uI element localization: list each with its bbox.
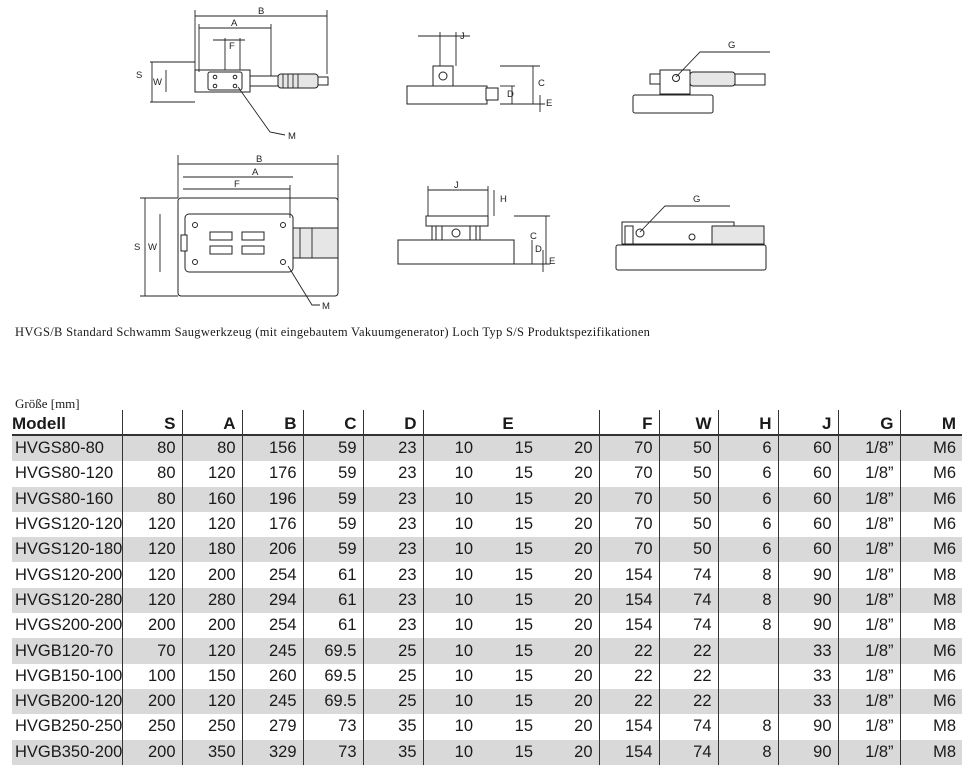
cell-E-3: 20 bbox=[539, 537, 599, 562]
sponge-base-large bbox=[398, 240, 514, 264]
cell-M: M8 bbox=[933, 616, 957, 635]
cell-W: 74 bbox=[659, 613, 718, 638]
svg-text:D: D bbox=[535, 244, 542, 255]
svg-text:H: H bbox=[500, 194, 507, 205]
cell-M: M6 bbox=[900, 487, 962, 512]
cell-E-3: 20 bbox=[539, 689, 599, 714]
table-row bbox=[12, 537, 962, 562]
table-row bbox=[12, 562, 962, 587]
cell-J: 90 bbox=[778, 613, 838, 638]
column-header-W: W bbox=[659, 410, 718, 435]
drawing-top-view-small bbox=[136, 6, 328, 142]
cell-A: 120 bbox=[182, 512, 242, 537]
svg-text:S: S bbox=[136, 70, 143, 81]
cell-G: 1/8” bbox=[838, 487, 900, 512]
cell-J: 60 bbox=[778, 512, 838, 537]
cell-E-3: 20 bbox=[539, 714, 599, 739]
cell-J: 60 bbox=[778, 461, 838, 486]
cell-M: M8 bbox=[900, 740, 962, 765]
cell-B: 254 bbox=[242, 562, 303, 587]
table-row bbox=[12, 461, 962, 486]
table-row bbox=[12, 487, 962, 512]
cell-model: HVGS80-80 bbox=[12, 435, 122, 461]
column-header-C: C bbox=[303, 410, 363, 435]
cell-C: 59 bbox=[303, 435, 363, 461]
cell-H bbox=[718, 689, 778, 714]
svg-text:M: M bbox=[322, 301, 330, 312]
cell-M: M6 bbox=[933, 515, 957, 534]
cell-E-2: 15 bbox=[514, 565, 533, 584]
cell-E-2: 15 bbox=[479, 689, 539, 714]
cell-A: 120 bbox=[182, 689, 242, 714]
technical-drawings bbox=[0, 0, 945, 320]
column-header-D: D bbox=[363, 410, 423, 435]
column-header-J: J bbox=[778, 410, 838, 435]
cell-J: 60 bbox=[778, 435, 838, 461]
cell-H: 6 bbox=[718, 461, 778, 486]
dimension-drawings-svg bbox=[0, 0, 945, 320]
drawing-side-view-large bbox=[398, 180, 555, 272]
cell-E-2: 15 bbox=[514, 666, 533, 685]
table-row bbox=[12, 638, 962, 663]
cell-H: 6 bbox=[718, 487, 778, 512]
cell-B: 176 bbox=[242, 461, 303, 486]
cell-model: HVGS120-200 bbox=[12, 562, 122, 587]
cell-B: 156 bbox=[242, 435, 303, 461]
svg-text:A: A bbox=[252, 167, 259, 178]
cell-E-3: 20 bbox=[539, 487, 599, 512]
cell-S: 120 bbox=[122, 588, 182, 613]
cell-A: 120 bbox=[182, 638, 242, 663]
drawing-top-view-large bbox=[134, 154, 338, 312]
column-header-B: B bbox=[242, 410, 303, 435]
cell-E-2: 15 bbox=[479, 435, 539, 461]
table-row bbox=[12, 588, 962, 613]
dim-label-B: B bbox=[258, 6, 265, 17]
cell-S: 120 bbox=[122, 512, 182, 537]
cell-E-3: 20 bbox=[539, 435, 599, 461]
cell-E-3: 20 bbox=[539, 613, 599, 638]
svg-text:F: F bbox=[234, 179, 240, 190]
cell-C: 59 bbox=[303, 461, 363, 486]
cell-D: 23 bbox=[363, 613, 423, 638]
cell-D: 23 bbox=[363, 588, 423, 613]
cell-G: 1/8” bbox=[838, 664, 900, 689]
cell-A: 180 bbox=[182, 537, 242, 562]
cell-F: 70 bbox=[599, 487, 659, 512]
cell-B: 196 bbox=[242, 487, 303, 512]
cell-F: 154 bbox=[599, 714, 659, 739]
column-header-A: A bbox=[182, 410, 242, 435]
cell-H: 6 bbox=[718, 435, 778, 461]
cell-S: 80 bbox=[122, 487, 182, 512]
cell-D: 23 bbox=[363, 461, 423, 486]
cell-D: 23 bbox=[363, 537, 423, 562]
column-header-H: H bbox=[718, 410, 778, 435]
cell-E-3: 20 bbox=[539, 664, 599, 689]
cell-E-2: 15 bbox=[514, 464, 533, 483]
column-header-M: M bbox=[900, 410, 962, 435]
cell-A: 120 bbox=[182, 461, 242, 486]
cell-S: 200 bbox=[122, 740, 182, 765]
cell-S: 120 bbox=[122, 537, 182, 562]
cell-W: 50 bbox=[659, 461, 718, 486]
cell-J: 90 bbox=[778, 562, 838, 587]
cell-C: 69.5 bbox=[303, 689, 363, 714]
table-row bbox=[12, 664, 962, 689]
cell-B: 245 bbox=[242, 689, 303, 714]
cell-F: 154 bbox=[599, 740, 659, 765]
svg-text:E: E bbox=[546, 98, 553, 109]
cell-A: 150 bbox=[182, 664, 242, 689]
sponge-base bbox=[407, 86, 487, 104]
svg-text:A: A bbox=[231, 18, 238, 29]
cell-C: 59 bbox=[303, 537, 363, 562]
cell-C: 73 bbox=[303, 740, 363, 765]
cell-A: 80 bbox=[182, 435, 242, 461]
spec-table-header bbox=[12, 410, 962, 435]
cell-H bbox=[718, 664, 778, 689]
table-row bbox=[12, 689, 962, 714]
svg-text:W: W bbox=[153, 77, 162, 88]
cell-W: 50 bbox=[659, 487, 718, 512]
cell-G: 1/8” bbox=[838, 562, 900, 587]
cell-F: 70 bbox=[599, 435, 659, 461]
cell-W: 50 bbox=[659, 435, 718, 461]
cell-A: 280 bbox=[182, 588, 242, 613]
cell-H bbox=[718, 638, 778, 663]
cell-M: M8 bbox=[933, 717, 957, 736]
cell-model: HVGS200-200 bbox=[12, 613, 122, 638]
cell-H: 8 bbox=[718, 740, 778, 765]
cell-D: 25 bbox=[363, 638, 423, 663]
cell-E-1: 10 bbox=[423, 638, 479, 663]
svg-text:D: D bbox=[507, 89, 514, 100]
svg-text:S: S bbox=[134, 242, 141, 253]
svg-text:G: G bbox=[693, 194, 701, 205]
cell-S: 100 bbox=[122, 664, 182, 689]
cell-E-1: 10 bbox=[423, 689, 479, 714]
cell-C: 59 bbox=[303, 487, 363, 512]
cell-E-2: 15 bbox=[479, 487, 539, 512]
cell-E-1: 10 bbox=[454, 717, 473, 736]
cell-model: HVGB150-100 bbox=[12, 664, 122, 689]
cell-F: 22 bbox=[599, 638, 659, 663]
drawing-side-view-small bbox=[407, 31, 552, 112]
cell-E-2: 15 bbox=[479, 740, 539, 765]
cell-E-1: 10 bbox=[423, 740, 479, 765]
cell-G: 1/8” bbox=[838, 714, 900, 739]
cell-H: 8 bbox=[718, 613, 778, 638]
cell-B: 206 bbox=[242, 537, 303, 562]
cell-F: 22 bbox=[599, 689, 659, 714]
cell-S: 70 bbox=[122, 638, 182, 663]
cell-G: 1/8” bbox=[838, 537, 900, 562]
cell-M: M6 bbox=[900, 537, 962, 562]
cell-E-2: 15 bbox=[514, 515, 533, 534]
spec-table-body bbox=[12, 435, 962, 765]
cell-C: 61 bbox=[303, 613, 363, 638]
table-row bbox=[12, 613, 962, 638]
cell-C: 73 bbox=[303, 714, 363, 739]
cell-F: 70 bbox=[599, 461, 659, 486]
cell-model: HVGS80-120 bbox=[12, 461, 122, 486]
cell-E-3: 20 bbox=[539, 638, 599, 663]
cell-B: 329 bbox=[242, 740, 303, 765]
table-row bbox=[12, 740, 962, 765]
cell-D: 23 bbox=[363, 562, 423, 587]
svg-text:C: C bbox=[538, 78, 545, 89]
cell-model: HVGS120-280 bbox=[12, 588, 122, 613]
cell-E-1: 10 bbox=[454, 565, 473, 584]
cell-B: 279 bbox=[242, 714, 303, 739]
cell-B: 294 bbox=[242, 588, 303, 613]
cell-J: 60 bbox=[778, 537, 838, 562]
cell-model: HVGS120-180 bbox=[12, 537, 122, 562]
svg-text:B: B bbox=[256, 154, 263, 165]
cell-F: 22 bbox=[599, 664, 659, 689]
cell-J: 90 bbox=[778, 714, 838, 739]
cell-S: 80 bbox=[122, 435, 182, 461]
cell-F: 154 bbox=[599, 613, 659, 638]
cell-D: 35 bbox=[363, 714, 423, 739]
cell-A: 350 bbox=[182, 740, 242, 765]
cell-G: 1/8” bbox=[838, 638, 900, 663]
cell-E-1: 10 bbox=[454, 616, 473, 635]
cell-M: M6 bbox=[933, 666, 957, 685]
cell-C: 61 bbox=[303, 562, 363, 587]
cell-S: 200 bbox=[122, 689, 182, 714]
cell-E-2: 15 bbox=[479, 588, 539, 613]
cell-J: 90 bbox=[778, 740, 838, 765]
cell-D: 23 bbox=[363, 487, 423, 512]
cell-M: M8 bbox=[900, 588, 962, 613]
drawing-iso-view-large bbox=[616, 194, 766, 270]
cell-W: 22 bbox=[659, 638, 718, 663]
cell-W: 50 bbox=[659, 537, 718, 562]
column-header-model: Modell bbox=[12, 410, 122, 435]
table-row bbox=[12, 435, 962, 461]
table-row bbox=[12, 714, 962, 739]
cell-S: 120 bbox=[122, 562, 182, 587]
cell-model: HVGB250-250 bbox=[12, 714, 122, 739]
drawing-iso-view-small bbox=[633, 40, 770, 113]
cell-M: M6 bbox=[900, 638, 962, 663]
table-row bbox=[12, 512, 962, 537]
cell-E-3: 20 bbox=[539, 562, 599, 587]
cell-C: 69.5 bbox=[303, 664, 363, 689]
cell-J: 33 bbox=[778, 664, 838, 689]
cell-B: 254 bbox=[242, 613, 303, 638]
cell-C: 61 bbox=[303, 588, 363, 613]
cell-E-1: 10 bbox=[454, 515, 473, 534]
cell-E-2: 15 bbox=[479, 537, 539, 562]
cell-E-1: 10 bbox=[454, 666, 473, 685]
cell-D: 25 bbox=[363, 689, 423, 714]
cell-F: 70 bbox=[599, 512, 659, 537]
column-header-G: G bbox=[838, 410, 900, 435]
svg-text:W: W bbox=[148, 242, 157, 253]
cell-H: 8 bbox=[718, 588, 778, 613]
svg-text:E: E bbox=[549, 256, 556, 267]
cell-F: 154 bbox=[599, 562, 659, 587]
cell-G: 1/8” bbox=[838, 689, 900, 714]
cell-A: 200 bbox=[182, 562, 242, 587]
svg-text:J: J bbox=[460, 31, 465, 42]
cell-F: 70 bbox=[599, 537, 659, 562]
cell-W: 22 bbox=[659, 689, 718, 714]
cell-model: HVGB120-70 bbox=[12, 638, 122, 663]
cell-G: 1/8” bbox=[838, 461, 900, 486]
cell-J: 33 bbox=[778, 689, 838, 714]
cell-W: 74 bbox=[659, 562, 718, 587]
cell-model: HVGS80-160 bbox=[12, 487, 122, 512]
cell-G: 1/8” bbox=[838, 435, 900, 461]
cell-M: M6 bbox=[900, 435, 962, 461]
cell-W: 74 bbox=[659, 740, 718, 765]
cell-J: 60 bbox=[778, 487, 838, 512]
cell-model: HVGB350-200 bbox=[12, 740, 122, 765]
cell-E-1: 10 bbox=[423, 487, 479, 512]
cell-D: 23 bbox=[363, 512, 423, 537]
cell-S: 250 bbox=[122, 714, 182, 739]
cell-H: 6 bbox=[718, 537, 778, 562]
cell-G: 1/8” bbox=[838, 512, 900, 537]
cell-S: 200 bbox=[122, 613, 182, 638]
cell-W: 50 bbox=[659, 512, 718, 537]
cell-J: 90 bbox=[778, 588, 838, 613]
cell-M: M6 bbox=[933, 464, 957, 483]
column-header-E: E bbox=[423, 410, 599, 435]
cell-W: 74 bbox=[659, 588, 718, 613]
cell-M: M6 bbox=[900, 689, 962, 714]
svg-text:F: F bbox=[229, 41, 235, 52]
cell-J: 33 bbox=[778, 638, 838, 663]
cell-W: 22 bbox=[659, 664, 718, 689]
svg-text:G: G bbox=[728, 40, 736, 51]
svg-text:M: M bbox=[288, 131, 296, 142]
cell-C: 59 bbox=[303, 512, 363, 537]
cell-D: 23 bbox=[363, 435, 423, 461]
cell-E-3: 20 bbox=[539, 461, 599, 486]
cell-H: 8 bbox=[718, 714, 778, 739]
cell-C: 69.5 bbox=[303, 638, 363, 663]
spec-caption: HVGS/B Standard Schwamm Saugwerkzeug (mit eingebautem Vakuumgenerator) Loch Typ S/S Produktspezifikationen bbox=[15, 325, 651, 339]
cell-A: 160 bbox=[182, 487, 242, 512]
cell-A: 250 bbox=[182, 714, 242, 739]
cell-H: 6 bbox=[718, 512, 778, 537]
cell-A: 200 bbox=[182, 613, 242, 638]
cell-E-3: 20 bbox=[539, 740, 599, 765]
cell-E-1: 10 bbox=[454, 464, 473, 483]
cell-S: 80 bbox=[122, 461, 182, 486]
cell-D: 35 bbox=[363, 740, 423, 765]
cell-E-3: 20 bbox=[539, 588, 599, 613]
cell-M: M8 bbox=[933, 565, 957, 584]
cell-model: HVGB200-120 bbox=[12, 689, 122, 714]
spec-table bbox=[12, 410, 962, 765]
cell-E-1: 10 bbox=[423, 435, 479, 461]
cell-E-3: 20 bbox=[539, 512, 599, 537]
column-header-S: S bbox=[122, 410, 182, 435]
header-size-label: Größe [mm] bbox=[15, 396, 80, 411]
cell-W: 74 bbox=[659, 714, 718, 739]
cell-E-2: 15 bbox=[514, 717, 533, 736]
cell-G: 1/8” bbox=[838, 613, 900, 638]
svg-text:C: C bbox=[530, 231, 537, 242]
cell-E-2: 15 bbox=[479, 638, 539, 663]
column-header-F: F bbox=[599, 410, 659, 435]
cell-B: 260 bbox=[242, 664, 303, 689]
cell-E-2: 15 bbox=[514, 616, 533, 635]
cell-B: 176 bbox=[242, 512, 303, 537]
cell-model: HVGS120-120 bbox=[12, 512, 122, 537]
cell-E-1: 10 bbox=[423, 588, 479, 613]
cell-B: 245 bbox=[242, 638, 303, 663]
cell-G: 1/8” bbox=[838, 740, 900, 765]
cell-F: 154 bbox=[599, 588, 659, 613]
cell-D: 25 bbox=[363, 664, 423, 689]
cell-G: 1/8” bbox=[838, 588, 900, 613]
cell-H: 8 bbox=[718, 562, 778, 587]
svg-text:J: J bbox=[454, 180, 459, 191]
cell-E-1: 10 bbox=[423, 537, 479, 562]
